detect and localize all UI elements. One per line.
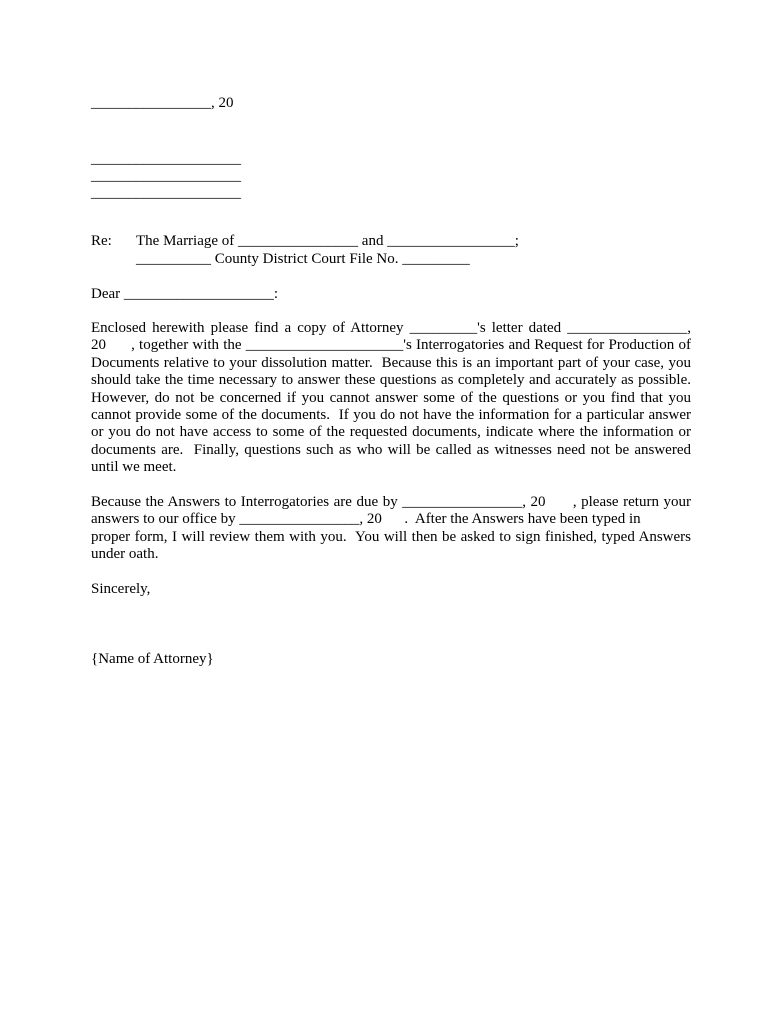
salutation: Dear ____________________: <box>91 286 279 302</box>
paragraph-2-line: Because the Answers to Interrogatories are due by ________________, 20 , please return your <box>91 494 691 510</box>
paragraph-1-line: until we meet. <box>91 459 177 476</box>
address-line-1: ____________________ <box>91 151 241 167</box>
closing: Sincerely, <box>91 581 151 597</box>
paragraph-2-line: answers to our office by ________________, 20 . After the Answers have been typed in <box>91 511 641 528</box>
signature-name: {Name of Attorney} <box>91 651 214 667</box>
re-line-1: The Marriage of ________________ and _________________; <box>136 233 519 249</box>
date-line: ________________, 20 <box>91 95 234 111</box>
paragraph-1-line: documents are. Finally, questions such as who will be called as witnesses need not be answered <box>91 441 691 458</box>
re-label: Re: <box>91 233 112 249</box>
paragraph-1-line: Documents relative to your dissolution matter. Because this is an important part of your case, you <box>91 354 691 371</box>
paragraph-1-line: or you do not have access to some of the requested documents, indicate where the information or <box>91 424 691 441</box>
paragraph-1-line: cannot provide some of the documents. If you do not have the information for a particular answer <box>91 407 691 424</box>
re-line-2: __________ County District Court File No. _________ <box>136 251 470 267</box>
paragraph-2-line: under oath. <box>91 546 159 563</box>
address-line-2: ____________________ <box>91 168 241 184</box>
paragraph-1-line: Enclosed herewith please find a copy of Attorney _________'s letter dated ________________, <box>91 320 691 336</box>
address-line-3: ____________________ <box>91 185 241 201</box>
paragraph-1 <box>91 320 691 477</box>
paragraph-2 <box>91 494 691 564</box>
paragraph-2-line: proper form, I will review them with you. You will then be asked to sign finished, typed Answers <box>91 528 691 545</box>
paragraph-1-line: However, do not be concerned if you cannot answer some of the questions or you find that you <box>91 389 691 406</box>
paragraph-1-line: should take the time necessary to answer these questions as completely and accurately as possible. <box>91 372 691 389</box>
paragraph-1-line: 20 , together with the _____________________'s Interrogatories and Request for Production of <box>91 337 691 354</box>
